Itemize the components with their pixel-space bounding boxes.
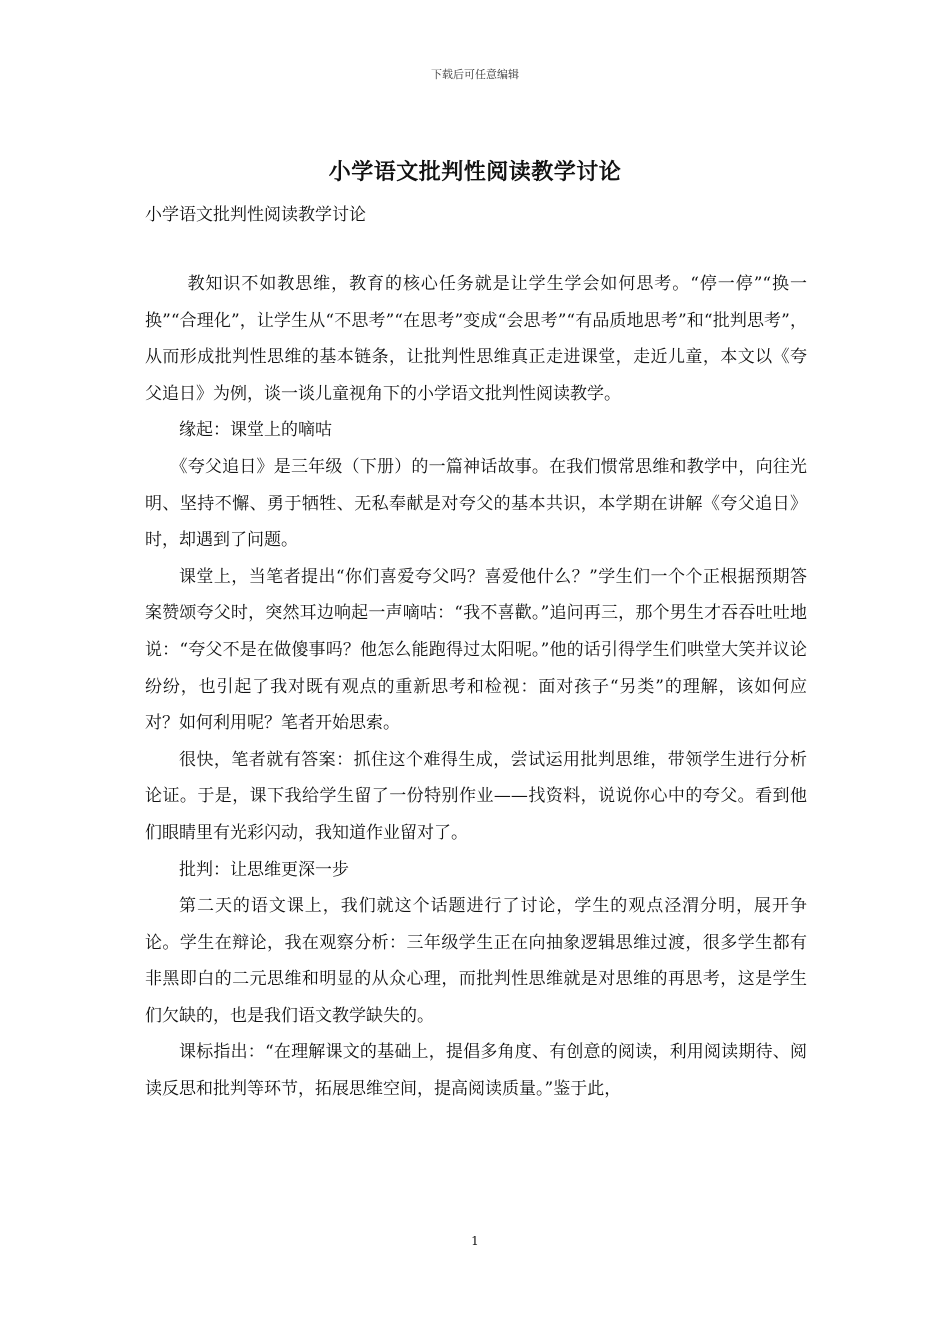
- page-header: 下载后可任意编辑: [431, 68, 519, 81]
- section-heading-critique: 批判：让思维更深一步: [179, 859, 349, 880]
- paragraph-discussion: 第二天的语文课上，我们就这个话题进行了讨论，学生的观点泾渭分明，展开争论。学生在辩论，我在观察分析：三年级学生正在向抽象逻辑思维过渡，很多学生都有非黑即白的二元思维和明显的从众心理，而批判性思维就是对思维的再思考，这是学生们欠缺的，也是我们语文教学缺失的。: [145, 896, 807, 1026]
- paragraph-curriculum: 课标指出：“在理解课文的基础上，提倡多角度、有创意的阅读，利用阅读期待、阅读反思和批判等环节，拓展思维空间，提高阅读质量。”鉴于此，: [145, 1042, 807, 1100]
- paragraph-answer: 很快，笔者就有答案：抓住这个难得生成，尝试运用批判思维，带领学生进行分析论证。于是，课下我给学生留了一份特别作业——找资料，说说你心中的夸父。看到他们眼睛里有光彩闪动，我知道作业留对了。: [145, 749, 807, 843]
- section-heading-origin: 缘起：课堂上的嘀咕: [179, 420, 332, 441]
- paragraph-intro: 教知识不如教思维，教育的核心任务就是让学生学会如何思考。“停一停”“换一换”“合理化”，让学生从“不思考”“在思考”变成“会思考”“有品质地思考”和“批判思考”，从而形成批判性思维的基本链条，让批判性思维真正走进课堂，走近儿童，本文以《夸父追日》为例，谈一谈儿童视角下的小学语文批判性阅读教学。: [145, 274, 807, 404]
- page-number: 1: [471, 1234, 479, 1248]
- paragraph-classroom: 课堂上，当笔者提出“你们喜爱夸父吗？喜爱他什么？”学生们一个个正根据预期答案赞颂夸父时，突然耳边响起一声嘀咕：“我不喜歡。”追问再三，那个男生才吞吞吐吐地说：“夸父不是在做傻事吗？他怎么能跑得过太阳呢。”他的话引得学生们哄堂大笑并议论纷纷，也引起了我对既有观点的重新思考和检视：面对孩子“另类”的理解，该如何应对？如何利用呢？笔者开始思索。: [145, 566, 807, 734]
- document-subtitle: 小学语文批判性阅读教学讨论: [145, 205, 366, 225]
- paragraph-story: 《夸父追日》是三年级（下册）的一篇神话故事。在我们惯常思维和教学中，向往光明、坚持不懈、勇于牺牲、无私奉献是对夸父的基本共识，本学期在讲解《夸父追日》时，却遇到了问题。: [145, 456, 807, 551]
- document-title: 小学语文批判性阅读教学讨论: [328, 159, 622, 185]
- document-body: [145, 266, 807, 1108]
